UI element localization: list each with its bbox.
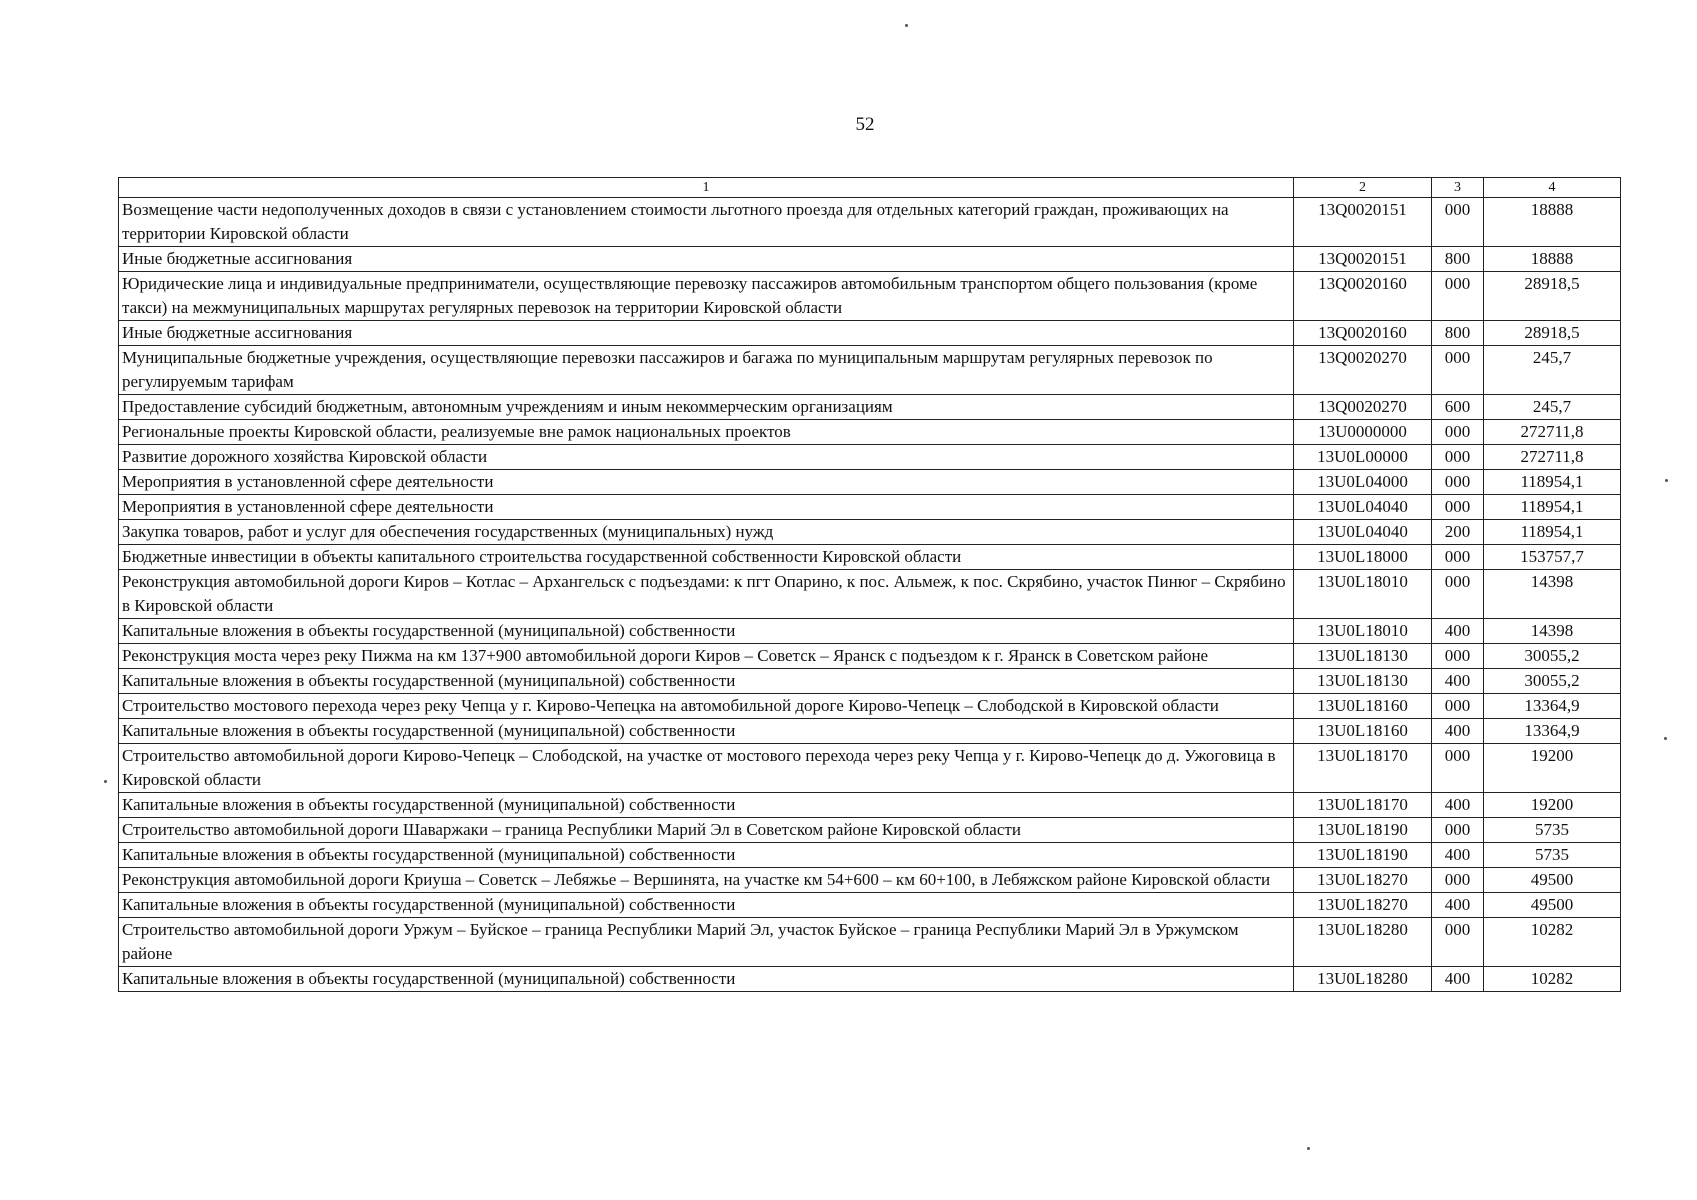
row-code-cell: 13Q0020270 — [1294, 346, 1432, 395]
row-amount-cell: 19200 — [1484, 744, 1621, 793]
row-code-cell: 13U0L18130 — [1294, 669, 1432, 694]
row-amount-cell: 13364,9 — [1484, 694, 1621, 719]
scan-speck — [1665, 479, 1668, 482]
column-header-1: 1 — [119, 178, 1294, 198]
row-name-cell: Капитальные вложения в объекты государственной (муниципальной) собственности — [119, 793, 1294, 818]
row-amount-cell: 245,7 — [1484, 346, 1621, 395]
table-row — [119, 272, 1621, 321]
row-amount-cell: 118954,1 — [1484, 495, 1621, 520]
row-name-cell: Строительство мостового перехода через реку Чепца у г. Кирово-Чепецка на автомобильной дороге Кирово-Чепецк – Слободской в Кировской области — [119, 694, 1294, 719]
column-header-2: 2 — [1294, 178, 1432, 198]
table-row — [119, 198, 1621, 247]
row-amount-cell: 118954,1 — [1484, 520, 1621, 545]
row-code-cell: 13U0L18010 — [1294, 570, 1432, 619]
row-code-cell: 13U0L04040 — [1294, 520, 1432, 545]
table-row — [119, 420, 1621, 445]
row-name-cell: Строительство автомобильной дороги Кирово-Чепецк – Слободской, на участке от мостового перехода через реку Чепца у г. Кирово-Чепецк до д. Ужоговица в Кировской области — [119, 744, 1294, 793]
row-amount-cell: 28918,5 — [1484, 272, 1621, 321]
row-code-cell: 13U0L04040 — [1294, 495, 1432, 520]
row-name-cell: Предоставление субсидий бюджетным, автономным учреждениям и иным некоммерческим организациям — [119, 395, 1294, 420]
row-name-cell: Строительство автомобильной дороги Шаваржаки – граница Республики Марий Эл в Советском районе Кировской области — [119, 818, 1294, 843]
header-row — [119, 178, 1621, 198]
row-expense-type-cell: 000 — [1432, 445, 1484, 470]
row-amount-cell: 5735 — [1484, 818, 1621, 843]
row-code-cell: 13U0L18160 — [1294, 719, 1432, 744]
row-expense-type-cell: 800 — [1432, 321, 1484, 346]
row-amount-cell: 153757,7 — [1484, 545, 1621, 570]
scan-speck — [905, 24, 908, 27]
row-name-cell: Капитальные вложения в объекты государственной (муниципальной) собственности — [119, 719, 1294, 744]
row-name-cell: Капитальные вложения в объекты государственной (муниципальной) собственности — [119, 967, 1294, 992]
row-expense-type-cell: 000 — [1432, 918, 1484, 967]
table-row — [119, 818, 1621, 843]
row-expense-type-cell: 200 — [1432, 520, 1484, 545]
row-amount-cell: 272711,8 — [1484, 445, 1621, 470]
row-code-cell: 13U0L18270 — [1294, 868, 1432, 893]
row-expense-type-cell: 000 — [1432, 198, 1484, 247]
row-amount-cell: 28918,5 — [1484, 321, 1621, 346]
row-expense-type-cell: 000 — [1432, 818, 1484, 843]
row-expense-type-cell: 000 — [1432, 868, 1484, 893]
row-expense-type-cell: 400 — [1432, 967, 1484, 992]
table-row — [119, 893, 1621, 918]
table-row — [119, 868, 1621, 893]
row-expense-type-cell: 000 — [1432, 470, 1484, 495]
table-row — [119, 495, 1621, 520]
row-code-cell: 13U0L04000 — [1294, 470, 1432, 495]
row-code-cell: 13U0L18170 — [1294, 744, 1432, 793]
table-row — [119, 669, 1621, 694]
row-name-cell: Бюджетные инвестиции в объекты капитального строительства государственной собственности Кировской области — [119, 545, 1294, 570]
row-amount-cell: 14398 — [1484, 570, 1621, 619]
row-amount-cell: 30055,2 — [1484, 669, 1621, 694]
row-code-cell: 13U0000000 — [1294, 420, 1432, 445]
row-name-cell: Реконструкция моста через реку Пижма на км 137+900 автомобильной дороги Киров – Советск – Яранск с подъездом к г. Яранск в Советском районе — [119, 644, 1294, 669]
table-row — [119, 967, 1621, 992]
row-expense-type-cell: 000 — [1432, 570, 1484, 619]
row-code-cell: 13Q0020151 — [1294, 247, 1432, 272]
row-code-cell: 13U0L18160 — [1294, 694, 1432, 719]
row-code-cell: 13Q0020160 — [1294, 272, 1432, 321]
row-expense-type-cell: 000 — [1432, 694, 1484, 719]
row-name-cell: Возмещение части недополученных доходов в связи с установлением стоимости льготного проезда для отдельных категорий граждан, проживающих на территории Кировской области — [119, 198, 1294, 247]
row-code-cell: 13U0L18270 — [1294, 893, 1432, 918]
row-name-cell: Реконструкция автомобильной дороги Криуша – Советск – Лебяжье – Вершинята, на участке км 54+600 – км 60+100, в Лебяжском районе Кировской области — [119, 868, 1294, 893]
row-name-cell: Региональные проекты Кировской области, реализуемые вне рамок национальных проектов — [119, 420, 1294, 445]
row-amount-cell: 30055,2 — [1484, 644, 1621, 669]
row-code-cell: 13U0L18280 — [1294, 918, 1432, 967]
row-name-cell: Строительство автомобильной дороги Уржум – Буйское – граница Республики Марий Эл, участок Буйское – граница Республики Марий Эл в Уржумском районе — [119, 918, 1294, 967]
row-amount-cell: 118954,1 — [1484, 470, 1621, 495]
row-amount-cell: 13364,9 — [1484, 719, 1621, 744]
row-amount-cell: 272711,8 — [1484, 420, 1621, 445]
row-amount-cell: 19200 — [1484, 793, 1621, 818]
row-expense-type-cell: 400 — [1432, 719, 1484, 744]
row-amount-cell: 10282 — [1484, 918, 1621, 967]
row-name-cell: Капитальные вложения в объекты государственной (муниципальной) собственности — [119, 619, 1294, 644]
row-expense-type-cell: 000 — [1432, 744, 1484, 793]
table-row — [119, 694, 1621, 719]
row-expense-type-cell: 400 — [1432, 669, 1484, 694]
row-expense-type-cell: 800 — [1432, 247, 1484, 272]
table-row — [119, 719, 1621, 744]
row-name-cell: Капитальные вложения в объекты государственной (муниципальной) собственности — [119, 843, 1294, 868]
row-code-cell: 13Q0020160 — [1294, 321, 1432, 346]
table-row — [119, 744, 1621, 793]
row-code-cell: 13U0L18280 — [1294, 967, 1432, 992]
row-expense-type-cell: 400 — [1432, 619, 1484, 644]
row-amount-cell: 18888 — [1484, 198, 1621, 247]
row-code-cell: 13U0L18190 — [1294, 818, 1432, 843]
table-row — [119, 644, 1621, 669]
table-row — [119, 395, 1621, 420]
row-amount-cell: 10282 — [1484, 967, 1621, 992]
row-name-cell: Развитие дорожного хозяйства Кировской области — [119, 445, 1294, 470]
row-expense-type-cell: 600 — [1432, 395, 1484, 420]
row-expense-type-cell: 400 — [1432, 893, 1484, 918]
row-amount-cell: 18888 — [1484, 247, 1621, 272]
row-expense-type-cell: 400 — [1432, 793, 1484, 818]
scan-speck — [1664, 737, 1667, 740]
scan-speck — [104, 780, 107, 783]
table-row — [119, 520, 1621, 545]
page-number: 52 — [855, 114, 875, 135]
table-row — [119, 445, 1621, 470]
row-code-cell: 13Q0020270 — [1294, 395, 1432, 420]
row-expense-type-cell: 000 — [1432, 644, 1484, 669]
row-amount-cell: 14398 — [1484, 619, 1621, 644]
row-name-cell: Капитальные вложения в объекты государственной (муниципальной) собственности — [119, 669, 1294, 694]
row-expense-type-cell: 000 — [1432, 420, 1484, 445]
table-body — [119, 198, 1621, 992]
table-row — [119, 247, 1621, 272]
row-code-cell: 13U0L18170 — [1294, 793, 1432, 818]
table-row — [119, 918, 1621, 967]
row-name-cell: Иные бюджетные ассигнования — [119, 321, 1294, 346]
row-code-cell: 13U0L00000 — [1294, 445, 1432, 470]
row-name-cell: Мероприятия в установленной сфере деятельности — [119, 470, 1294, 495]
row-code-cell: 13U0L18000 — [1294, 545, 1432, 570]
row-name-cell: Реконструкция автомобильной дороги Киров – Котлас – Архангельск с подъездами: к пгт Опарино, к пос. Альмеж, к пос. Скрябино, участок Пинюг – Скрябино в Кировской области — [119, 570, 1294, 619]
row-amount-cell: 5735 — [1484, 843, 1621, 868]
row-name-cell: Мероприятия в установленной сфере деятельности — [119, 495, 1294, 520]
table-row — [119, 321, 1621, 346]
table-row — [119, 545, 1621, 570]
row-code-cell: 13Q0020151 — [1294, 198, 1432, 247]
table-row — [119, 470, 1621, 495]
row-expense-type-cell: 400 — [1432, 843, 1484, 868]
row-code-cell: 13U0L18010 — [1294, 619, 1432, 644]
row-name-cell: Закупка товаров, работ и услуг для обеспечения государственных (муниципальных) нужд — [119, 520, 1294, 545]
table-row — [119, 793, 1621, 818]
row-name-cell: Капитальные вложения в объекты государственной (муниципальной) собственности — [119, 893, 1294, 918]
row-expense-type-cell: 000 — [1432, 272, 1484, 321]
table-row — [119, 843, 1621, 868]
row-expense-type-cell: 000 — [1432, 346, 1484, 395]
column-header-3: 3 — [1432, 178, 1484, 198]
budget-table — [118, 177, 1621, 992]
scan-speck — [1307, 1147, 1310, 1150]
row-expense-type-cell: 000 — [1432, 545, 1484, 570]
row-amount-cell: 245,7 — [1484, 395, 1621, 420]
row-name-cell: Иные бюджетные ассигнования — [119, 247, 1294, 272]
row-code-cell: 13U0L18190 — [1294, 843, 1432, 868]
row-amount-cell: 49500 — [1484, 893, 1621, 918]
row-expense-type-cell: 000 — [1432, 495, 1484, 520]
row-name-cell: Муниципальные бюджетные учреждения, осуществляющие перевозки пассажиров и багажа по муниципальным маршрутам регулярных перевозок по регулируемым тарифам — [119, 346, 1294, 395]
column-header-4: 4 — [1484, 178, 1621, 198]
row-name-cell: Юридические лица и индивидуальные предприниматели, осуществляющие перевозку пассажиров автомобильным транспортом общего пользования (кроме такси) на межмуниципальных маршрутах регулярных перевозок на территории Кировской области — [119, 272, 1294, 321]
table-row — [119, 619, 1621, 644]
table-row — [119, 570, 1621, 619]
row-amount-cell: 49500 — [1484, 868, 1621, 893]
table-row — [119, 346, 1621, 395]
row-code-cell: 13U0L18130 — [1294, 644, 1432, 669]
